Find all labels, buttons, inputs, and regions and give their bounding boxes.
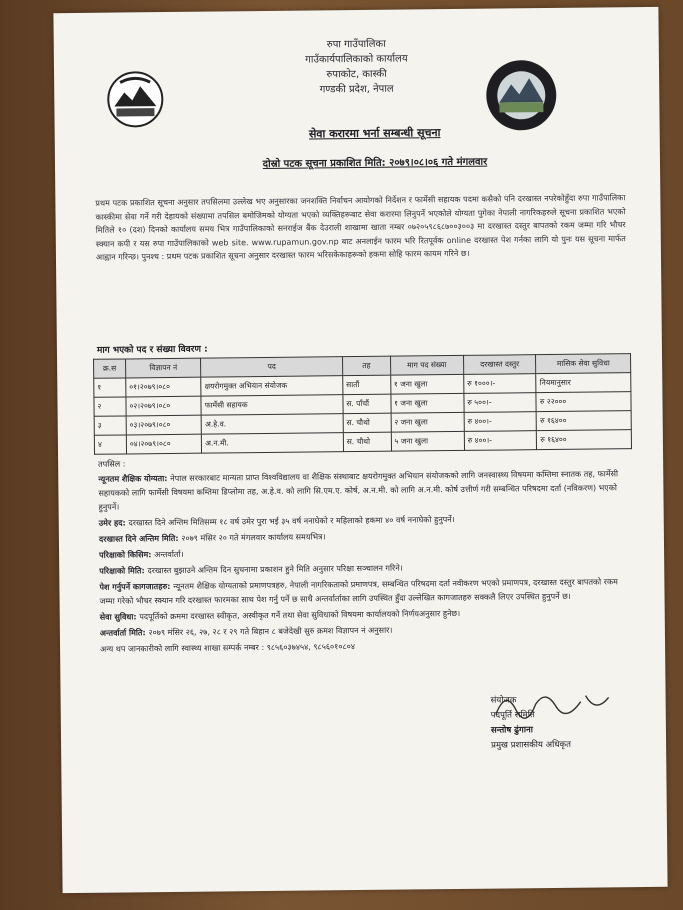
signatory-name: सन्तोष ढुंगाना bbox=[490, 725, 533, 736]
documents-para: पेश गर्नुपर्ने कागजातहरु: न्यूनतम शैक्षिक योग्यताको प्रमाणपत्रहरु, नेपाली नागरिकताको प्रमाणपत्र, सम्बन्धित परिषदमा दर्ता नवीकरण भएको प्रमाणपत्र, दरखास्त दस्तुर बापतको रकम जम्मा गरेको भौचर स्क्यान गरि दरखास्त फारमका साथ पेश गर्नु पर्ने छ साथै अन्तर्वार्ताका लागि उपस्थित हुँदा उल्लेखित कागजातहरु सक्कलै लिएर उपस्थित हुनुपर्ने छ। bbox=[99, 577, 619, 606]
exam-type-para: परिक्षाको किसिम: अन्तर्वार्ता। bbox=[99, 549, 184, 560]
col-count: माग पद संख्या bbox=[390, 355, 463, 375]
cell: रु ४००।- bbox=[464, 431, 537, 451]
col-sn: क्र.स bbox=[94, 359, 126, 378]
cell: रु ५००।- bbox=[464, 393, 537, 413]
cell: १ जना खुला bbox=[390, 374, 463, 394]
col-salary: मासिक सेवा सुविधा bbox=[536, 354, 631, 374]
header-municipality: रुपा गाउँपालिका bbox=[326, 38, 386, 51]
cell: २ bbox=[94, 397, 126, 416]
cell: स. चौथो bbox=[343, 413, 391, 432]
cell: फार्मेसी सहायक bbox=[201, 395, 343, 415]
notice-document bbox=[53, 7, 667, 893]
header-province: गण्डकी प्रदेश, नेपाल bbox=[319, 83, 394, 96]
qualification-para: न्यूनतम शैक्षिक योग्यता: नेपाल सरकारबाट मान्यता प्राप्त विश्वविद्यालय वा शैक्षिक संस्थाबाट क्षयरोगमुक्त अभियान संयोजकको लागि जनस्वास्थ्य विषयमा कम्तिमा स्नातक तह, फार्मेसी सहायकको लागि फार्मेसी विषयमा कम्तिमा डिप्लोमा तह, अ.हे.व. को लागि सि.एम.ए. कोर्ष, अ.न.मी. को लागि अ.न.मी. कोर्ष उत्तीर्ण गरी सम्बन्धित परिषदमा दर्ता (नविकरण) भएको हुनुपर्ने। bbox=[98, 469, 619, 512]
intro-paragraph: प्रथम पटक प्रकाशित सूचना अनुसार तपसिलमा उल्लेख भए अनुसारका जनशक्ति निर्वाचन आयोगको निर्देशन र फार्मेसी सहायक पदमा कसैको पनि दरखास्त नपरेकोहुँदा रुपा गाउँपालिका कास्कीमा सेवा गर्ने गरी देहायको संख्यामा तपसिल बमोजिमको योग्यता भएको व्यक्तिहरूबाट सेवा करारमा लिनुपर्ने भएकोले योग्यता पुगेका नेपाली नागरिकहरुले सूचना प्रकाशित भएको मितिले १० (दश) दिनको कार्यालय समय भित्र गाउँपालिकाको सनराईज बैंक देउराली शाखामा खाता नम्बर ०७२०५९८६८७००३००३ मा दरखास्त दस्तुर बापतको रकम जम्मा गरि भौचर स्क्यान कपी र यस रुपा गाउँपालिकाको web site. www.rupamun.gov.np बाट अनलाईन फारम भरि रितपूर्वक online दरखास्त पेश गर्नका लागि यो पुनः यस सूचना मार्फत आह्वान गरिन्छ। पुनश्च : प्रथम पटक प्रकाशित सूचना अनुसार दरखास्त फारम भरिसकेकाहरूको हकमा सोहि फारम कायम गरिने छ। bbox=[95, 193, 626, 263]
cell: ०३।२०७९।०८० bbox=[126, 415, 202, 435]
details-body bbox=[98, 467, 632, 659]
notice-title: सेवा करारमा भर्ना सम्बन्धी सूचना bbox=[308, 126, 441, 141]
cell: २ जना खुला bbox=[391, 412, 464, 432]
cell: स. पाँचौं bbox=[343, 394, 391, 413]
cell: ५ जना खुला bbox=[391, 431, 464, 451]
signatory-role: संयोजक bbox=[490, 695, 517, 706]
header-office: गाउँकार्यपालिकाको कार्यालय bbox=[305, 53, 408, 66]
cell: ०४।२०७९।०८० bbox=[126, 434, 202, 454]
facility-para: सेवा सुविधा: पदपूर्तिको क्रममा दरखास्त स्वीकृत, अस्वीकृत गर्ने तथा सेवा सुविधाको विषयमा कार्यालयको निर्णयअनुसार हुनेछ। bbox=[99, 608, 461, 622]
cell: स. चौथो bbox=[343, 432, 391, 451]
interview-para: अन्तर्वार्ता मिति: २०७९ मंसिर २६, २७, २८ र २९ गते बिहान ८ बजेदेखी सुरु क्रमश विज्ञापन नं अनुसार। bbox=[99, 625, 393, 638]
col-adv-no: विज्ञापन नं bbox=[125, 358, 201, 378]
cell: ०२।२०७९।०८० bbox=[126, 396, 202, 416]
col-level: तह bbox=[342, 356, 390, 375]
deadline-para: दरखास्त दिने अन्तिम मिति: २०७९ मंसिर २० गते मंगलवार कार्यालय समयभित्र। bbox=[98, 532, 326, 544]
col-post: पद bbox=[201, 357, 343, 377]
cell: रु ४००।- bbox=[464, 412, 537, 432]
municipality-logo bbox=[486, 60, 557, 131]
age-para: उमेर हद: दरखास्त दिने अन्तिम मितिसम्म १८ वर्ष उमेर पुरा भई ३५ वर्ष ननाघेको र महिलाको हकमा ४० वर्ष ननाघेको हुनुपर्ने। bbox=[98, 515, 455, 528]
signatory-committee: पदपूर्ति समिति bbox=[490, 710, 535, 721]
contact-para: अन्य थप जानकारीको लागि स्वास्थ्य शाखा सम्पर्क नम्बर : ९८५६०३७४५४, ९८५६०१०८०४ bbox=[100, 642, 356, 654]
exam-date-para: परिक्षाको मिति: दरखास्त बुझाउने अन्तिम दिन सुचनामा प्रकाशन हुने मिति अनुसार परिक्षा सञ्चालन गरिने। bbox=[99, 563, 403, 576]
cell: रु १६४०० bbox=[537, 411, 632, 431]
cell: ३ bbox=[94, 416, 126, 435]
cell: नियमानुसार bbox=[536, 373, 631, 393]
cell: सातौं bbox=[343, 375, 391, 394]
cell: ४ bbox=[94, 435, 126, 454]
cell: क्षयरोगमुक्त अभियान संयोजक bbox=[201, 376, 343, 396]
signatory-title: प्रमुख प्रशासकीय अधिकृत bbox=[491, 739, 571, 751]
posts-table bbox=[93, 353, 632, 455]
notice-subtitle: दोस्रो पटक सूचना प्रकाशित मिति: २०७९।०८।०६ गते मंगलवार bbox=[262, 156, 488, 171]
cell: रु १६४०० bbox=[537, 430, 632, 450]
cell: अ.हे.व. bbox=[201, 414, 343, 434]
cell: १ जना खुला bbox=[391, 393, 464, 413]
header-location: रुपाकोट, कास्की bbox=[326, 68, 387, 81]
posts-section-heading: माग भएको पद र संख्या विवरण : bbox=[96, 344, 208, 356]
cell: रु २२००० bbox=[536, 392, 631, 412]
cell: १ bbox=[94, 378, 126, 397]
cell: अ.न.मी. bbox=[202, 433, 344, 453]
details-label: तपसिल : bbox=[98, 459, 126, 469]
cell: ०१।२०७९।०८० bbox=[126, 377, 202, 397]
col-fee: दरखास्त दस्तुर bbox=[463, 355, 536, 375]
signature-block bbox=[491, 692, 642, 754]
cell: रु १०००।- bbox=[464, 374, 537, 394]
